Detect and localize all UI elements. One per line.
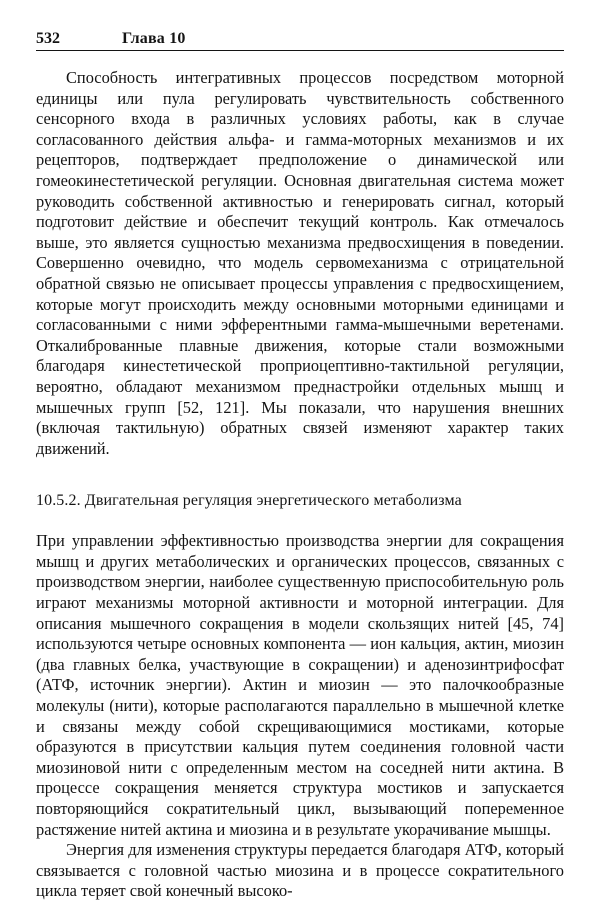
page-number: 532 [36, 30, 60, 47]
book-page [36, 30, 564, 902]
body-paragraph-2: При управлении эффективностью производства энергии для сокращения мышц и других метаболических и органических процессов, связанных с производством энергии, наиболее существенную приспособительную роль играют механизмы моторной активности и моторной интеграции. Для описания мышечного сокращения в модели скользящих нитей [45, 74] используются четыре основных компонента — ион кальция, актин, миозин (два главных белка, участвующие в сокращении) и аденозинтрифосфат (АТФ, источник энергии). Актин и миозин — это палочкообразные молекулы (нити), которые располагаются параллельно в мышечной клетке и связаны между собой скрещивающимися мостиками, которые образуются в присутствии кальция путем соединения головной части миозиновой нити с определенным местом на соседней нити актина. В процессе сокращения меняется структура мостиков и запускается повторяющийся сократительный цикл, вызывающий попеременное растяжение нитей актина и миозина и в результате укорачивание мышцы. [36, 531, 564, 839]
body-paragraph-3: Энергия для изменения структуры передается благодаря АТФ, который связывается с головной частью миозина и в процессе сократительного цикла теряет свой конечный высоко- [36, 840, 564, 901]
running-header [36, 30, 564, 51]
section-heading: 10.5.2. Двигательная регуляция энергетического метаболизма [36, 492, 462, 510]
body-paragraph-1: Способность интегративных процессов посредством моторной единицы или пула регулировать чувствительность собственного сенсорного входа в различных условиях работы, как в случае согласованного действия альфа- и гамма-моторных механизмов и их рецепторов, подтверждает предположение о динамической или гомеокинестетической регуляции. Основная двигательная система может руководить собственной активностью и генерировать сигнал, который подготовит действие и обеспечит текущий контроль. Как отмечалось выше, это является сущностью механизма предвосхищения в поведении. Совершенно очевидно, что модель сервомеханизма с отрицательной обратной связью не описывает процессы управления с предвосхищением, которые могут происходить между основными моторными единицами и согласованными с ними эфферентными гамма-мышечными веретенами. Откалиброванные плавные движения, которые стали возможными благодаря кинестетической проприоцептивно-тактильной регуляции, вероятно, обладают механизмом преднастройки отдельных мышц и мышечных групп [52, 121]. Мы показали, что нарушения внешних (включая тактильную) обратных связей изменяют характер таких движений. [36, 68, 564, 458]
chapter-title: Глава 10 [122, 30, 186, 47]
